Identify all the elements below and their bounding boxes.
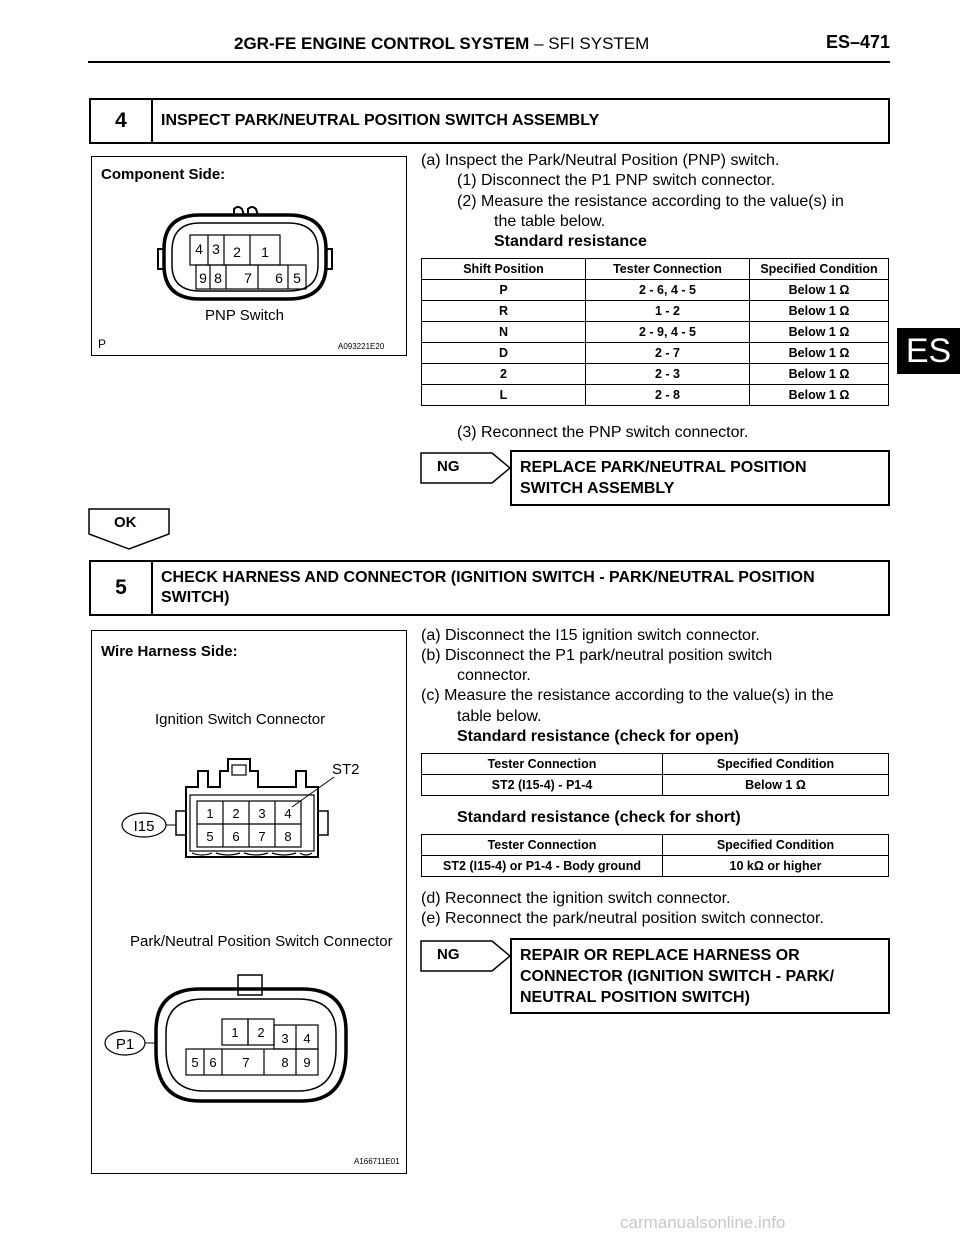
pnp-pin-2: 2 bbox=[233, 244, 241, 260]
table-cell: 2 - 3 bbox=[586, 364, 750, 385]
section-tab: ES bbox=[897, 328, 960, 374]
step-5-instruction-c-cont: table below. bbox=[457, 708, 542, 725]
pnp-tag: P1 bbox=[115, 1036, 135, 1053]
step-5-instruction-e: (e) Reconnect the park/neutral position switch connector. bbox=[421, 910, 824, 927]
step-4-instruction-a: (a) Inspect the Park/Neutral Position (PNP) switch. bbox=[421, 152, 780, 169]
table-cell: N bbox=[422, 322, 586, 343]
header-separator: – bbox=[534, 34, 544, 53]
ng-action-box-step-5 bbox=[510, 938, 890, 1014]
ng-action-line: SWITCH ASSEMBLY bbox=[520, 480, 675, 497]
table-cell: P bbox=[422, 280, 586, 301]
pnp-resistance-table bbox=[421, 258, 889, 406]
standard-open-label: Standard resistance (check for open) bbox=[457, 728, 739, 745]
pnp-conn-pin-9: 9 bbox=[303, 1055, 311, 1070]
step-4-instruction-a2: (2) Measure the resistance according to the value(s) in bbox=[457, 193, 844, 210]
pnp-pin-3: 3 bbox=[212, 241, 220, 257]
ng-label-step-5: NG bbox=[437, 946, 460, 963]
table-row bbox=[422, 301, 889, 322]
open-check-table bbox=[421, 753, 889, 796]
table-row bbox=[422, 385, 889, 406]
ign-pin-7: 7 bbox=[258, 829, 266, 844]
table-cell: D bbox=[422, 343, 586, 364]
table-header-row bbox=[422, 754, 889, 775]
harness-connectors-diagram bbox=[92, 631, 406, 1173]
step-4-instruction-a2-cont: the table below. bbox=[494, 213, 606, 230]
ign-pin-5: 5 bbox=[206, 829, 214, 844]
pnp-switch-caption: PNP Switch bbox=[205, 307, 284, 324]
pnp-connector-caption: Park/Neutral Position Switch Connector bbox=[130, 933, 393, 950]
pnp-pin-6: 6 bbox=[275, 270, 283, 286]
table-cell: ST2 (I15-4) or P1-4 - Body ground bbox=[422, 856, 663, 877]
ng-action-line: CONNECTOR (IGNITION SWITCH - PARK/ bbox=[520, 968, 835, 985]
table-cell: Below 1 Ω bbox=[750, 280, 889, 301]
column-header: Specified Condition bbox=[663, 835, 889, 856]
pnp-pin-1: 1 bbox=[261, 244, 269, 260]
table-cell: 10 kΩ or higher bbox=[663, 856, 889, 877]
step-5-title-line: SWITCH) bbox=[161, 589, 230, 606]
table-cell: Below 1 Ω bbox=[750, 364, 889, 385]
step-5-header bbox=[89, 560, 890, 616]
step-4-header bbox=[89, 98, 890, 144]
st2-callout: ST2 bbox=[332, 761, 360, 778]
pnp-switch-connector-diagram bbox=[92, 157, 406, 355]
pnp-conn-pin-6: 6 bbox=[209, 1055, 217, 1070]
header-title-text: 2GR-FE ENGINE CONTROL SYSTEM bbox=[234, 34, 530, 53]
step-4-title: INSPECT PARK/NEUTRAL POSITION SWITCH ASSEMBLY bbox=[161, 112, 600, 129]
table-cell: 2 - 8 bbox=[586, 385, 750, 406]
pnp-conn-pin-2: 2 bbox=[257, 1025, 265, 1040]
table-row bbox=[422, 343, 889, 364]
ign-pin-6: 6 bbox=[232, 829, 240, 844]
ign-pin-4: 4 bbox=[284, 806, 292, 821]
step-5-instruction-a: (a) Disconnect the I15 ignition switch connector. bbox=[421, 627, 760, 644]
harness-figure bbox=[91, 630, 407, 1174]
step-4-instruction-a1: (1) Disconnect the P1 PNP switch connector. bbox=[457, 172, 776, 189]
ng-action-line: NEUTRAL POSITION SWITCH) bbox=[520, 989, 750, 1006]
column-header: Specified Condition bbox=[750, 259, 889, 280]
pnp-conn-pin-1: 1 bbox=[231, 1025, 239, 1040]
table-cell: Below 1 Ω bbox=[750, 322, 889, 343]
standard-short-label: Standard resistance (check for short) bbox=[457, 809, 741, 826]
page-number: ES–471 bbox=[826, 32, 891, 52]
pnp-switch-figure bbox=[91, 156, 407, 356]
ok-label: OK bbox=[114, 514, 137, 531]
pnp-conn-pin-5: 5 bbox=[191, 1055, 199, 1070]
ng-arrow-step-4 bbox=[420, 452, 512, 484]
table-row bbox=[422, 775, 889, 796]
table-cell: 1 - 2 bbox=[586, 301, 750, 322]
pnp-pin-8: 8 bbox=[214, 270, 222, 286]
table-cell: 2 - 9, 4 - 5 bbox=[586, 322, 750, 343]
page-header-title bbox=[234, 34, 649, 54]
table-cell: 2 bbox=[422, 364, 586, 385]
table-cell: R bbox=[422, 301, 586, 322]
table-row bbox=[422, 322, 889, 343]
component-side-label: Component Side: bbox=[101, 166, 226, 183]
table-cell: Below 1 Ω bbox=[750, 343, 889, 364]
ignition-connector-caption: Ignition Switch Connector bbox=[155, 711, 326, 728]
table-cell: Below 1 Ω bbox=[750, 385, 889, 406]
table-cell: 2 - 6, 4 - 5 bbox=[586, 280, 750, 301]
pnp-conn-pin-8: 8 bbox=[281, 1055, 289, 1070]
step-5-number: 5 bbox=[91, 562, 153, 614]
table-cell: Below 1 Ω bbox=[663, 775, 889, 796]
standard-resistance-label: Standard resistance bbox=[494, 233, 647, 250]
step-5-instruction-c: (c) Measure the resistance according to the value(s) in the bbox=[421, 687, 834, 704]
figure-id: A166711E01 bbox=[354, 1157, 400, 1166]
table-header-row bbox=[422, 259, 889, 280]
pnp-pin-7: 7 bbox=[244, 270, 252, 286]
watermark: carmanualsonline.info bbox=[620, 1213, 786, 1232]
step-4-number: 4 bbox=[91, 100, 153, 142]
ng-action-line: REPAIR OR REPLACE HARNESS OR bbox=[520, 947, 800, 964]
ign-pin-1: 1 bbox=[206, 806, 214, 821]
pnp-pin-4: 4 bbox=[195, 241, 203, 257]
pnp-conn-pin-4: 4 bbox=[303, 1031, 311, 1046]
figure-id: A093221E20 bbox=[338, 342, 385, 351]
header-subtitle: SFI SYSTEM bbox=[548, 34, 650, 53]
table-row bbox=[422, 280, 889, 301]
figure-corner-letter: P bbox=[98, 337, 107, 351]
pnp-conn-pin-3: 3 bbox=[281, 1031, 289, 1046]
table-cell: 2 - 7 bbox=[586, 343, 750, 364]
ign-pin-2: 2 bbox=[232, 806, 240, 821]
table-row bbox=[422, 856, 889, 877]
pnp-pin-5: 5 bbox=[293, 270, 301, 286]
ng-action-box-step-4 bbox=[510, 450, 890, 506]
pnp-pin-9: 9 bbox=[199, 270, 207, 286]
wire-harness-side-label: Wire Harness Side: bbox=[101, 643, 238, 660]
column-header: Tester Connection bbox=[422, 835, 663, 856]
table-header-row bbox=[422, 835, 889, 856]
column-header: Specified Condition bbox=[663, 754, 889, 775]
pnp-conn-pin-7: 7 bbox=[242, 1055, 250, 1070]
step-5-instruction-d: (d) Reconnect the ignition switch connector. bbox=[421, 890, 731, 907]
step-5-instruction-b-cont: connector. bbox=[457, 667, 531, 684]
step-5-title bbox=[153, 562, 823, 614]
ign-pin-8: 8 bbox=[284, 829, 292, 844]
header-divider bbox=[88, 61, 890, 63]
step-4-instruction-a3: (3) Reconnect the PNP switch connector. bbox=[457, 424, 749, 441]
step-5-title-line: CHECK HARNESS AND CONNECTOR (IGNITION SWITCH - PARK/NEUTRAL POSITION bbox=[161, 569, 815, 586]
ng-action-line: REPLACE PARK/NEUTRAL POSITION bbox=[520, 459, 807, 476]
table-cell: ST2 (I15-4) - P1-4 bbox=[422, 775, 663, 796]
table-row bbox=[422, 364, 889, 385]
column-header: Tester Connection bbox=[586, 259, 750, 280]
step-5-instruction-b: (b) Disconnect the P1 park/neutral position switch bbox=[421, 647, 773, 664]
ng-label-step-4: NG bbox=[437, 458, 460, 475]
table-cell: Below 1 Ω bbox=[750, 301, 889, 322]
column-header: Tester Connection bbox=[422, 754, 663, 775]
short-check-table bbox=[421, 834, 889, 877]
column-header: Shift Position bbox=[422, 259, 586, 280]
table-cell: L bbox=[422, 385, 586, 406]
ign-tag: I15 bbox=[133, 818, 155, 835]
ng-arrow-step-5 bbox=[420, 940, 512, 972]
ign-pin-3: 3 bbox=[258, 806, 266, 821]
